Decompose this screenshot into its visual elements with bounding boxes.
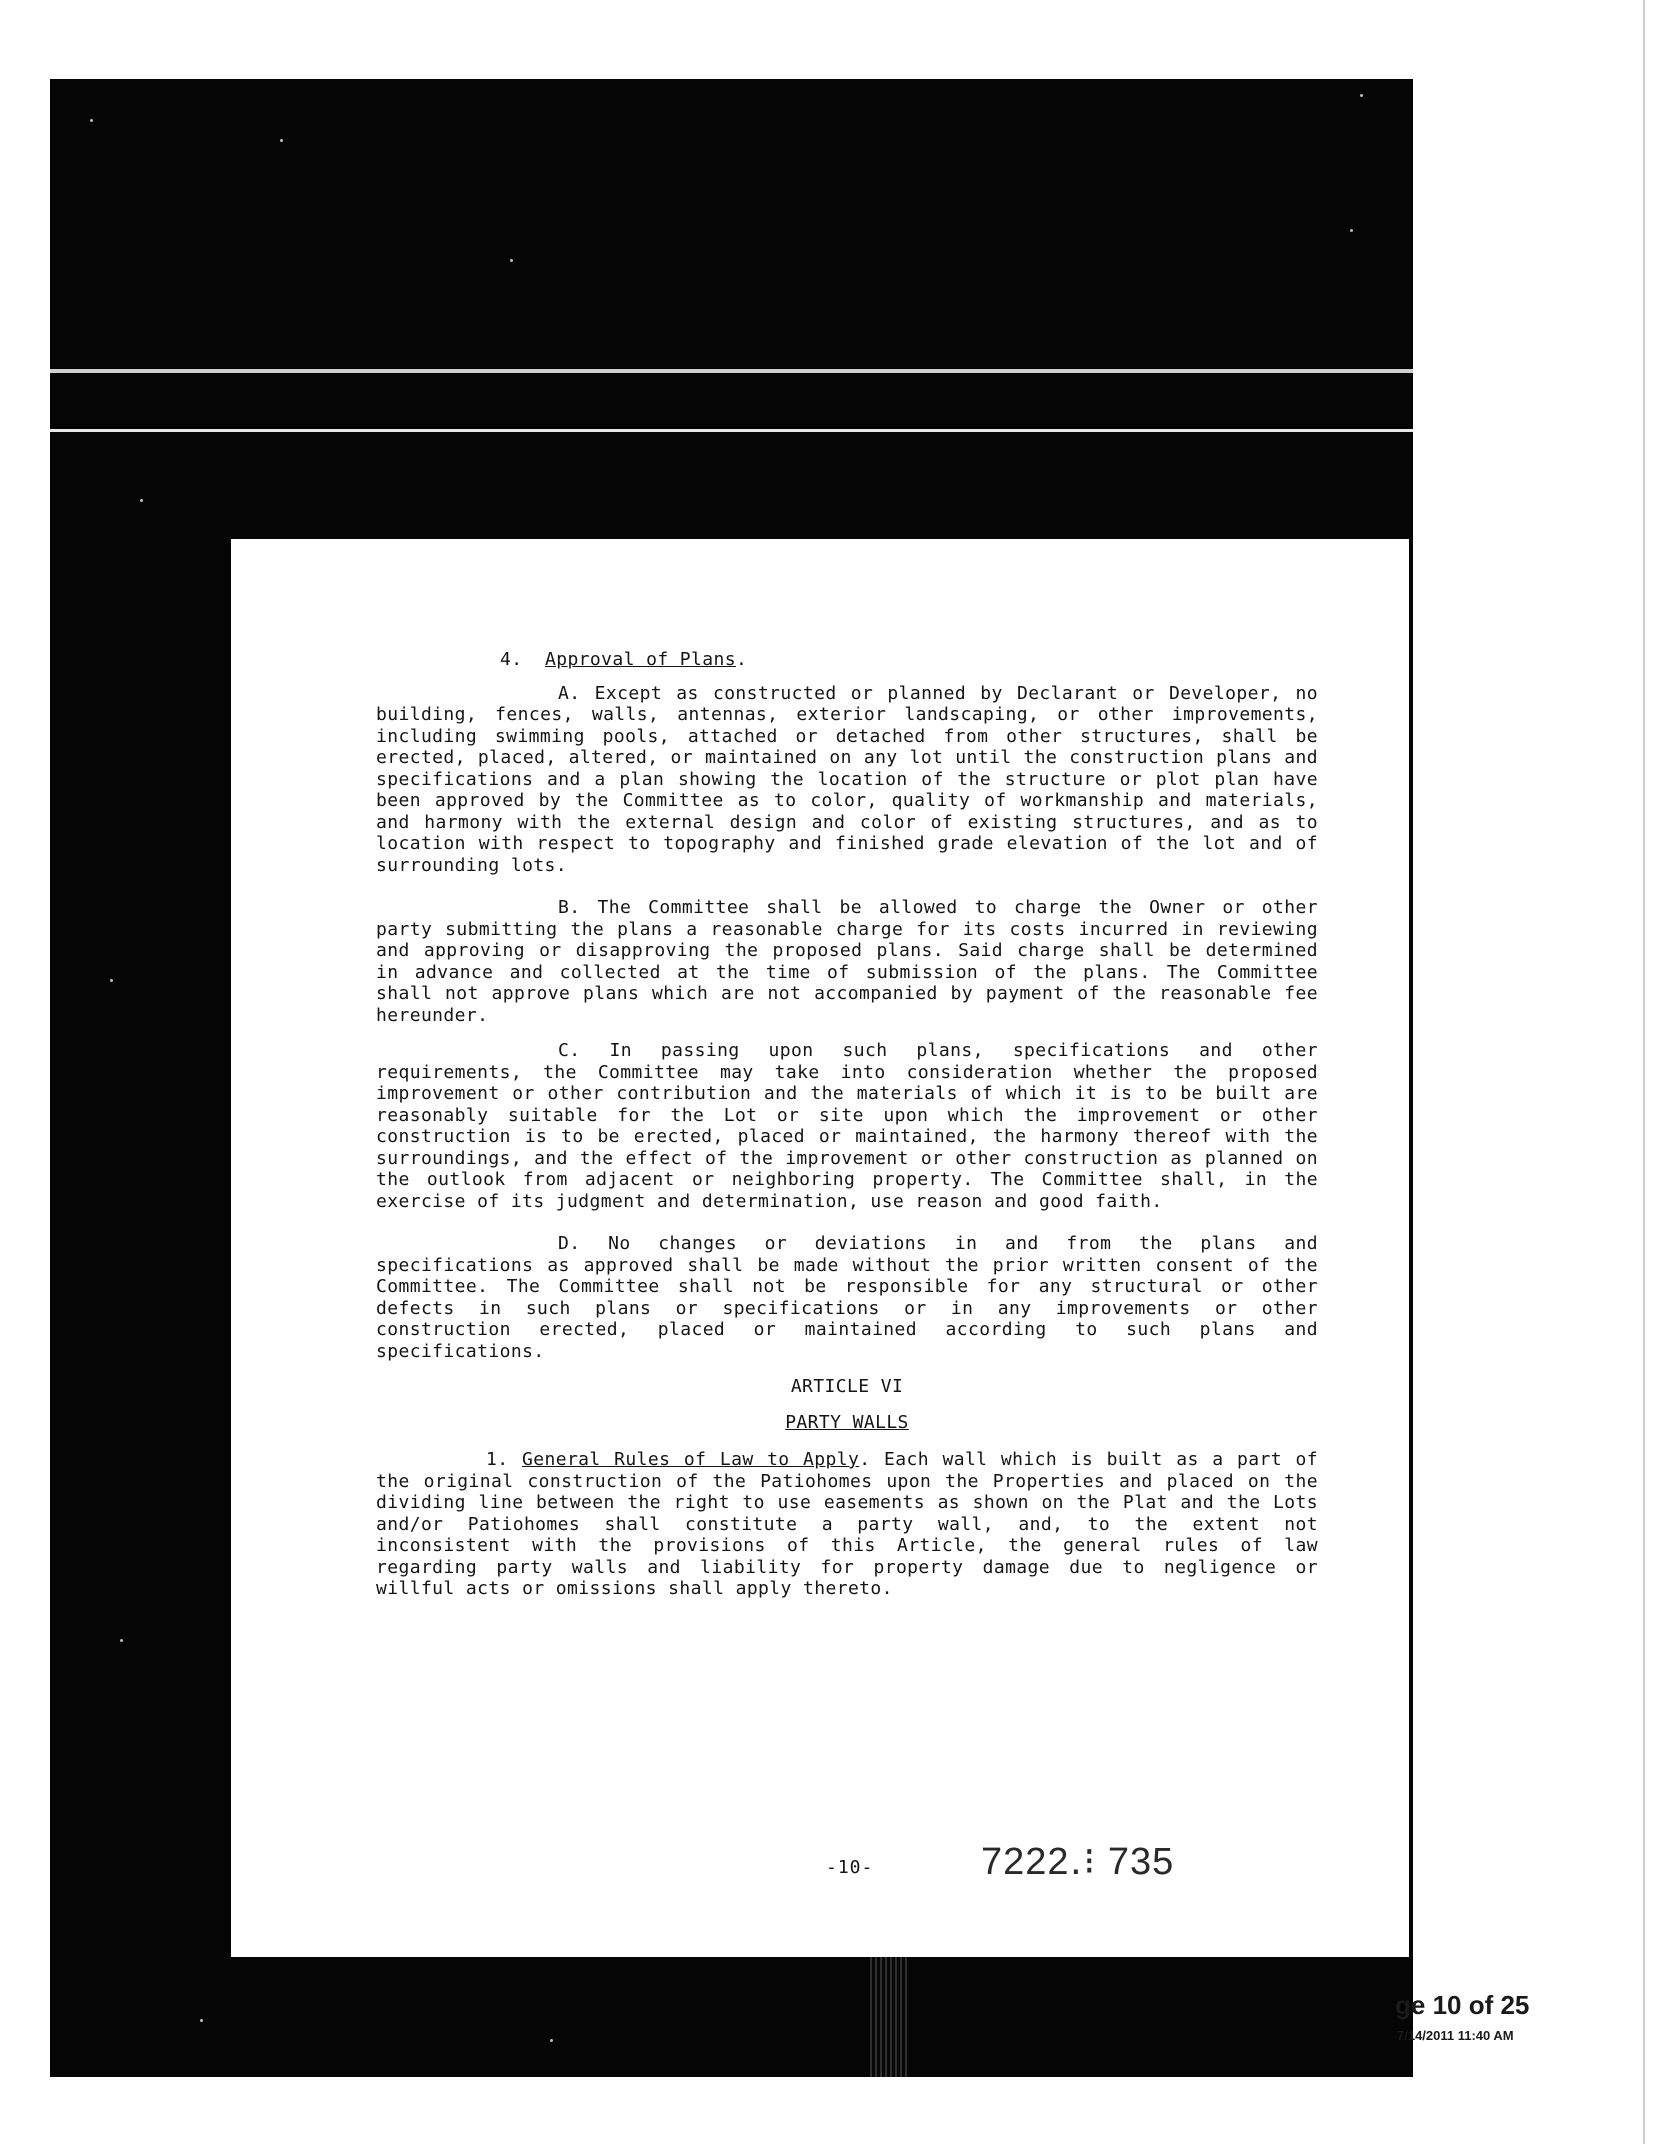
scan-speck [510,259,513,262]
rule-title: General Rules of Law to Apply [522,1449,860,1470]
scan-artifact-line [50,369,1413,373]
paragraph-party-wall-rule [376,1449,1318,1600]
document-body [376,649,1318,1600]
scan-speck [120,1639,123,1642]
scan-speck [140,499,143,502]
rule-title-end: . [859,1449,871,1470]
paragraph-a: A. Except as constructed or planned by Declarant or Developer, no building, fences, walls, antennas, exterior landscaping, or other improvements, including swimming pools, attached or detached from other structures, shall be erected, placed, altered, or maintained on any lot until the construction plans and specifications and a plan showing the location of the structure or plot plan have been approved by the Committee as to color, quality of workmanship and materials, and harmony with the external design and color of existing structures, and as to location with respect to topography and finished grade elevation of the lot and of surrounding lots. [376,682,1318,876]
book-page-stamp: 7222․⁝ 735 [981,1841,1175,1883]
rule-number: 1. [486,1449,509,1470]
scan-speck [110,979,113,982]
scan-speck [200,2019,203,2022]
paragraph-d: D. No changes or deviations in and from the plans and specifications as approved shall be made without the prior written consent of the Committee. The Committee shall not be responsible for any structural or other defects in such plans or specifications or in any improvements or other construction erected, placed or maintained according to such plans and specifications. [376,1233,1318,1362]
paragraph-b: B. The Committee shall be allowed to charge the Owner or other party submitting the plans a reasonable charge for its costs incurred in reviewing and approving or disapproving the proposed plans. Said charge shall be determined in advance and collected at the time of submission of the plans. The Committee shall not approve plans which are not accompanied by payment of the reasonable fee hereunder. [376,897,1318,1026]
scan-speck [1360,94,1363,97]
article-subtitle-text: PARTY WALLS [785,1411,909,1433]
section-heading [376,649,1318,671]
article-subtitle [376,1412,1318,1434]
article-title: ARTICLE VI [790,1376,904,1397]
scan-speck [1350,229,1353,232]
scanned-page-frame [50,79,1413,2077]
scan-speck [90,119,93,122]
section-title-end: . [736,649,748,670]
page-number: -10- [826,1857,874,1878]
timestamp: 7/14/2011 11:40 AM [1397,2028,1514,2043]
paragraph-c: C. In passing upon such plans, specifications and other requirements, the Committee may take into consideration whether the proposed improvement or other contribution and the materials of which it is to be built are reasonably suitable for the Lot or site upon which the improvement or other construction is to be erected, placed or maintained, the harmony thereof with the surroundings, and the effect of the improvement or other construction as planned on the outlook from adjacent or neighboring property. The Committee shall, in the exercise of its judgment and determination, use reason and good faith. [376,1040,1318,1212]
scan-artifact-line [50,429,1413,432]
section-number: 4. [500,649,523,670]
viewer-border [1643,0,1645,2144]
section-title: Approval of Plans [544,649,736,670]
document-page [231,539,1409,1957]
scan-speck [550,2039,553,2042]
rule-text: Each wall which is built as a part of the original construction of the Patiohomes upon the Properties and placed on the dividing line between the right to use easements as shown on the Plat and the Lots and/or Patiohomes shall constitute a party wall, and, to the extent not inconsistent with the provisions of this Article, the general rules of law regarding party walls and liability for property damage due to negligence or willful acts or omissions shall apply thereto. [376,1449,1318,1599]
page-indicator: ge 10 of 25 [1395,1990,1530,2020]
scan-speck [280,139,283,142]
